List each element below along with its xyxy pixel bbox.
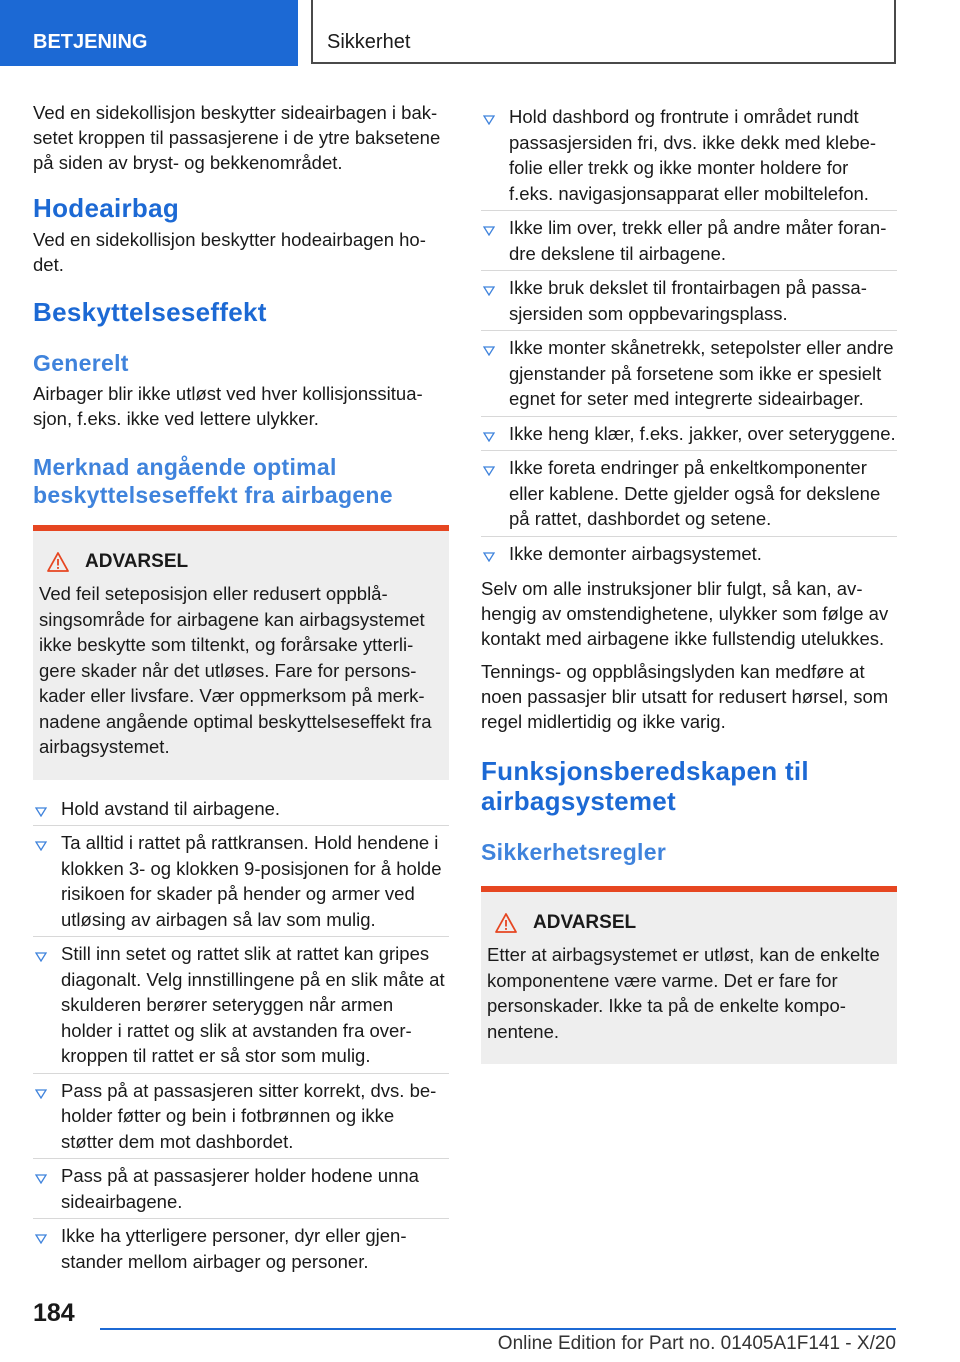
list-item-text: Pass på at passasjeren sitter korrekt, dvs. beholder føtter og bein i fotbrønnen og ikke støtter dem mot dashbordet. — [61, 1079, 437, 1152]
warning-box — [33, 525, 449, 780]
page-number: 184 — [33, 1299, 75, 1327]
triangle-bullet-icon — [35, 952, 47, 962]
bullet-list — [481, 100, 897, 570]
list-item — [481, 451, 897, 537]
beskyttelse-heading: Beskyttelseseffekt — [33, 297, 267, 327]
warning-triangle-icon — [47, 552, 69, 572]
list-item — [481, 331, 897, 417]
right-column — [481, 100, 897, 1076]
list-item — [481, 537, 897, 571]
funksjon-heading: Funksjonsberedskapen til airbagsystemet — [481, 756, 809, 816]
list-item — [33, 1074, 449, 1160]
generelt-heading: Generelt — [33, 350, 129, 376]
triangle-bullet-icon — [35, 1174, 47, 1184]
list-item-text: Pass på at passasjerer holder hodene unna sideairbagene. — [61, 1165, 419, 1212]
list-item-text: Ikke bruk dekslet til frontairbagen på passasjersiden som oppbevaringsplass. — [509, 277, 867, 324]
list-item-text: Ikke lim over, trekk eller på andre måter forandre dekslene til airbagene. — [509, 217, 887, 264]
list-item — [33, 826, 449, 937]
list-item — [33, 1159, 449, 1219]
paragraph-noise: Tennings- og oppblåsingslyden kan medføre at noen passasjer blir utsatt for redusert hørsel, som regel midlertidig og ikke varig. — [481, 661, 889, 732]
sikkerhetsregler-heading: Sikkerhetsregler — [481, 839, 667, 865]
list-item — [481, 211, 897, 271]
triangle-bullet-icon — [35, 841, 47, 851]
warning-text: Etter at airbagsystemet er utløst, kan de enkelte komponentene være varme. Det er fare for personskader. Ikke ta på de enkelte komponentene. — [487, 944, 880, 1042]
list-item — [481, 271, 897, 331]
triangle-bullet-icon — [483, 346, 495, 356]
list-item-text: Ikke heng klær, f.eks. jakker, over seteryggene. — [509, 422, 896, 444]
list-item — [33, 792, 449, 827]
warning-title-text: ADVARSEL — [533, 912, 637, 933]
triangle-bullet-icon — [483, 115, 495, 125]
footer-divider — [100, 1328, 896, 1330]
hodeairbag-paragraph: Ved en sidekollisjon beskytter hodeairbagen hodet. — [33, 229, 426, 275]
triangle-bullet-icon — [483, 466, 495, 476]
triangle-bullet-icon — [35, 1234, 47, 1244]
left-column — [33, 100, 449, 1278]
list-item-text: Still inn setet og rattet slik at rattet kan gripes diagonalt. Velg innstillingene på en slik måte at skulderen berører seteryggen når armen holder i rattet og slik at avstanden fra overkroppen til rattet er så stor som mulig. — [61, 943, 445, 1066]
triangle-bullet-icon — [35, 807, 47, 817]
warning-title — [39, 551, 437, 573]
warning-triangle-icon — [495, 913, 517, 933]
list-item-text: Ikke foreta endringer på enkeltkomponenter eller kablene. Dette gjelder også for dekslene på rattet, dashbordet og setene. — [509, 457, 881, 529]
intro-paragraph: Ved en sidekollisjon beskytter sideairbagen i baksetet kroppen til passasjerene i de ytre baksetene på siden av bryst- og bekkenområdet. — [33, 102, 441, 173]
page-title: Sikkerhet — [311, 0, 896, 64]
warning-title — [487, 912, 885, 934]
warning-title-text: ADVARSEL — [85, 551, 189, 572]
list-item-text: Hold dashbord og frontrute i området rundt passasjersiden fri, dvs. ikke dekk med klebefolie eller trekk og ikke monter holdere for f.eks. navigasjonsapparat eller mobiltelefon. — [509, 106, 877, 204]
merknad-heading: Merknad angående optimal beskyttelseseffekt fra airbagene — [33, 454, 393, 508]
list-item-text: Ikke demonter airbagsystemet. — [509, 542, 762, 564]
triangle-bullet-icon — [483, 552, 495, 562]
paragraph-accidents: Selv om alle instruksjoner blir fulgt, så kan, avhengig av omstendighetene, ulykker som følge av kontakt med airbagene ikke fullstendig utelukkes. — [481, 578, 889, 649]
list-item-text: Ta alltid i rattet på rattkransen. Hold hendene i klokken 3- og klokken 9-posisjonen for å holde risikoen for skader på hender og armer ved utløsing av airbagen så lav som mulig. — [61, 832, 442, 930]
footer-edition: Online Edition for Part no. 01405A1F141 - X/20 — [497, 1333, 896, 1354]
list-item — [33, 1219, 449, 1278]
list-item-text: Hold avstand til airbagene. — [61, 797, 281, 819]
generelt-paragraph: Airbager blir ikke utløst ved hver kollisjonssituasjon, f.eks. ikke ved lettere ulykker. — [33, 383, 423, 429]
list-item — [33, 937, 449, 1074]
section-tab: BETJENING — [0, 0, 298, 66]
list-item-text: Ikke ha ytterligere personer, dyr eller gjenstander mellom airbager og personer. — [61, 1225, 407, 1272]
list-item-text: Ikke monter skånetrekk, setepolster eller andre gjenstander på forsetene som ikke er spesielt egnet for seter med integrerte sideairbager. — [509, 337, 894, 409]
bullet-list — [33, 792, 449, 1279]
hodeairbag-heading: Hodeairbag — [33, 193, 180, 223]
warning-text: Ved feil seteposisjon eller redusert oppblåsingsområde for airbagene kan airbagsystemet ikke beskytte som tiltenkt, og forårsake ytterligere skader når det utløses. Fare for personskader eller livsfare. Vær oppmerksom på merknadene angående optimal beskyttelseseffekt fra airbagsystemet. — [39, 583, 432, 757]
triangle-bullet-icon — [483, 286, 495, 296]
triangle-bullet-icon — [483, 226, 495, 236]
list-item — [481, 100, 897, 211]
triangle-bullet-icon — [483, 432, 495, 442]
warning-box — [481, 886, 897, 1064]
list-item — [481, 417, 897, 452]
triangle-bullet-icon — [35, 1089, 47, 1099]
